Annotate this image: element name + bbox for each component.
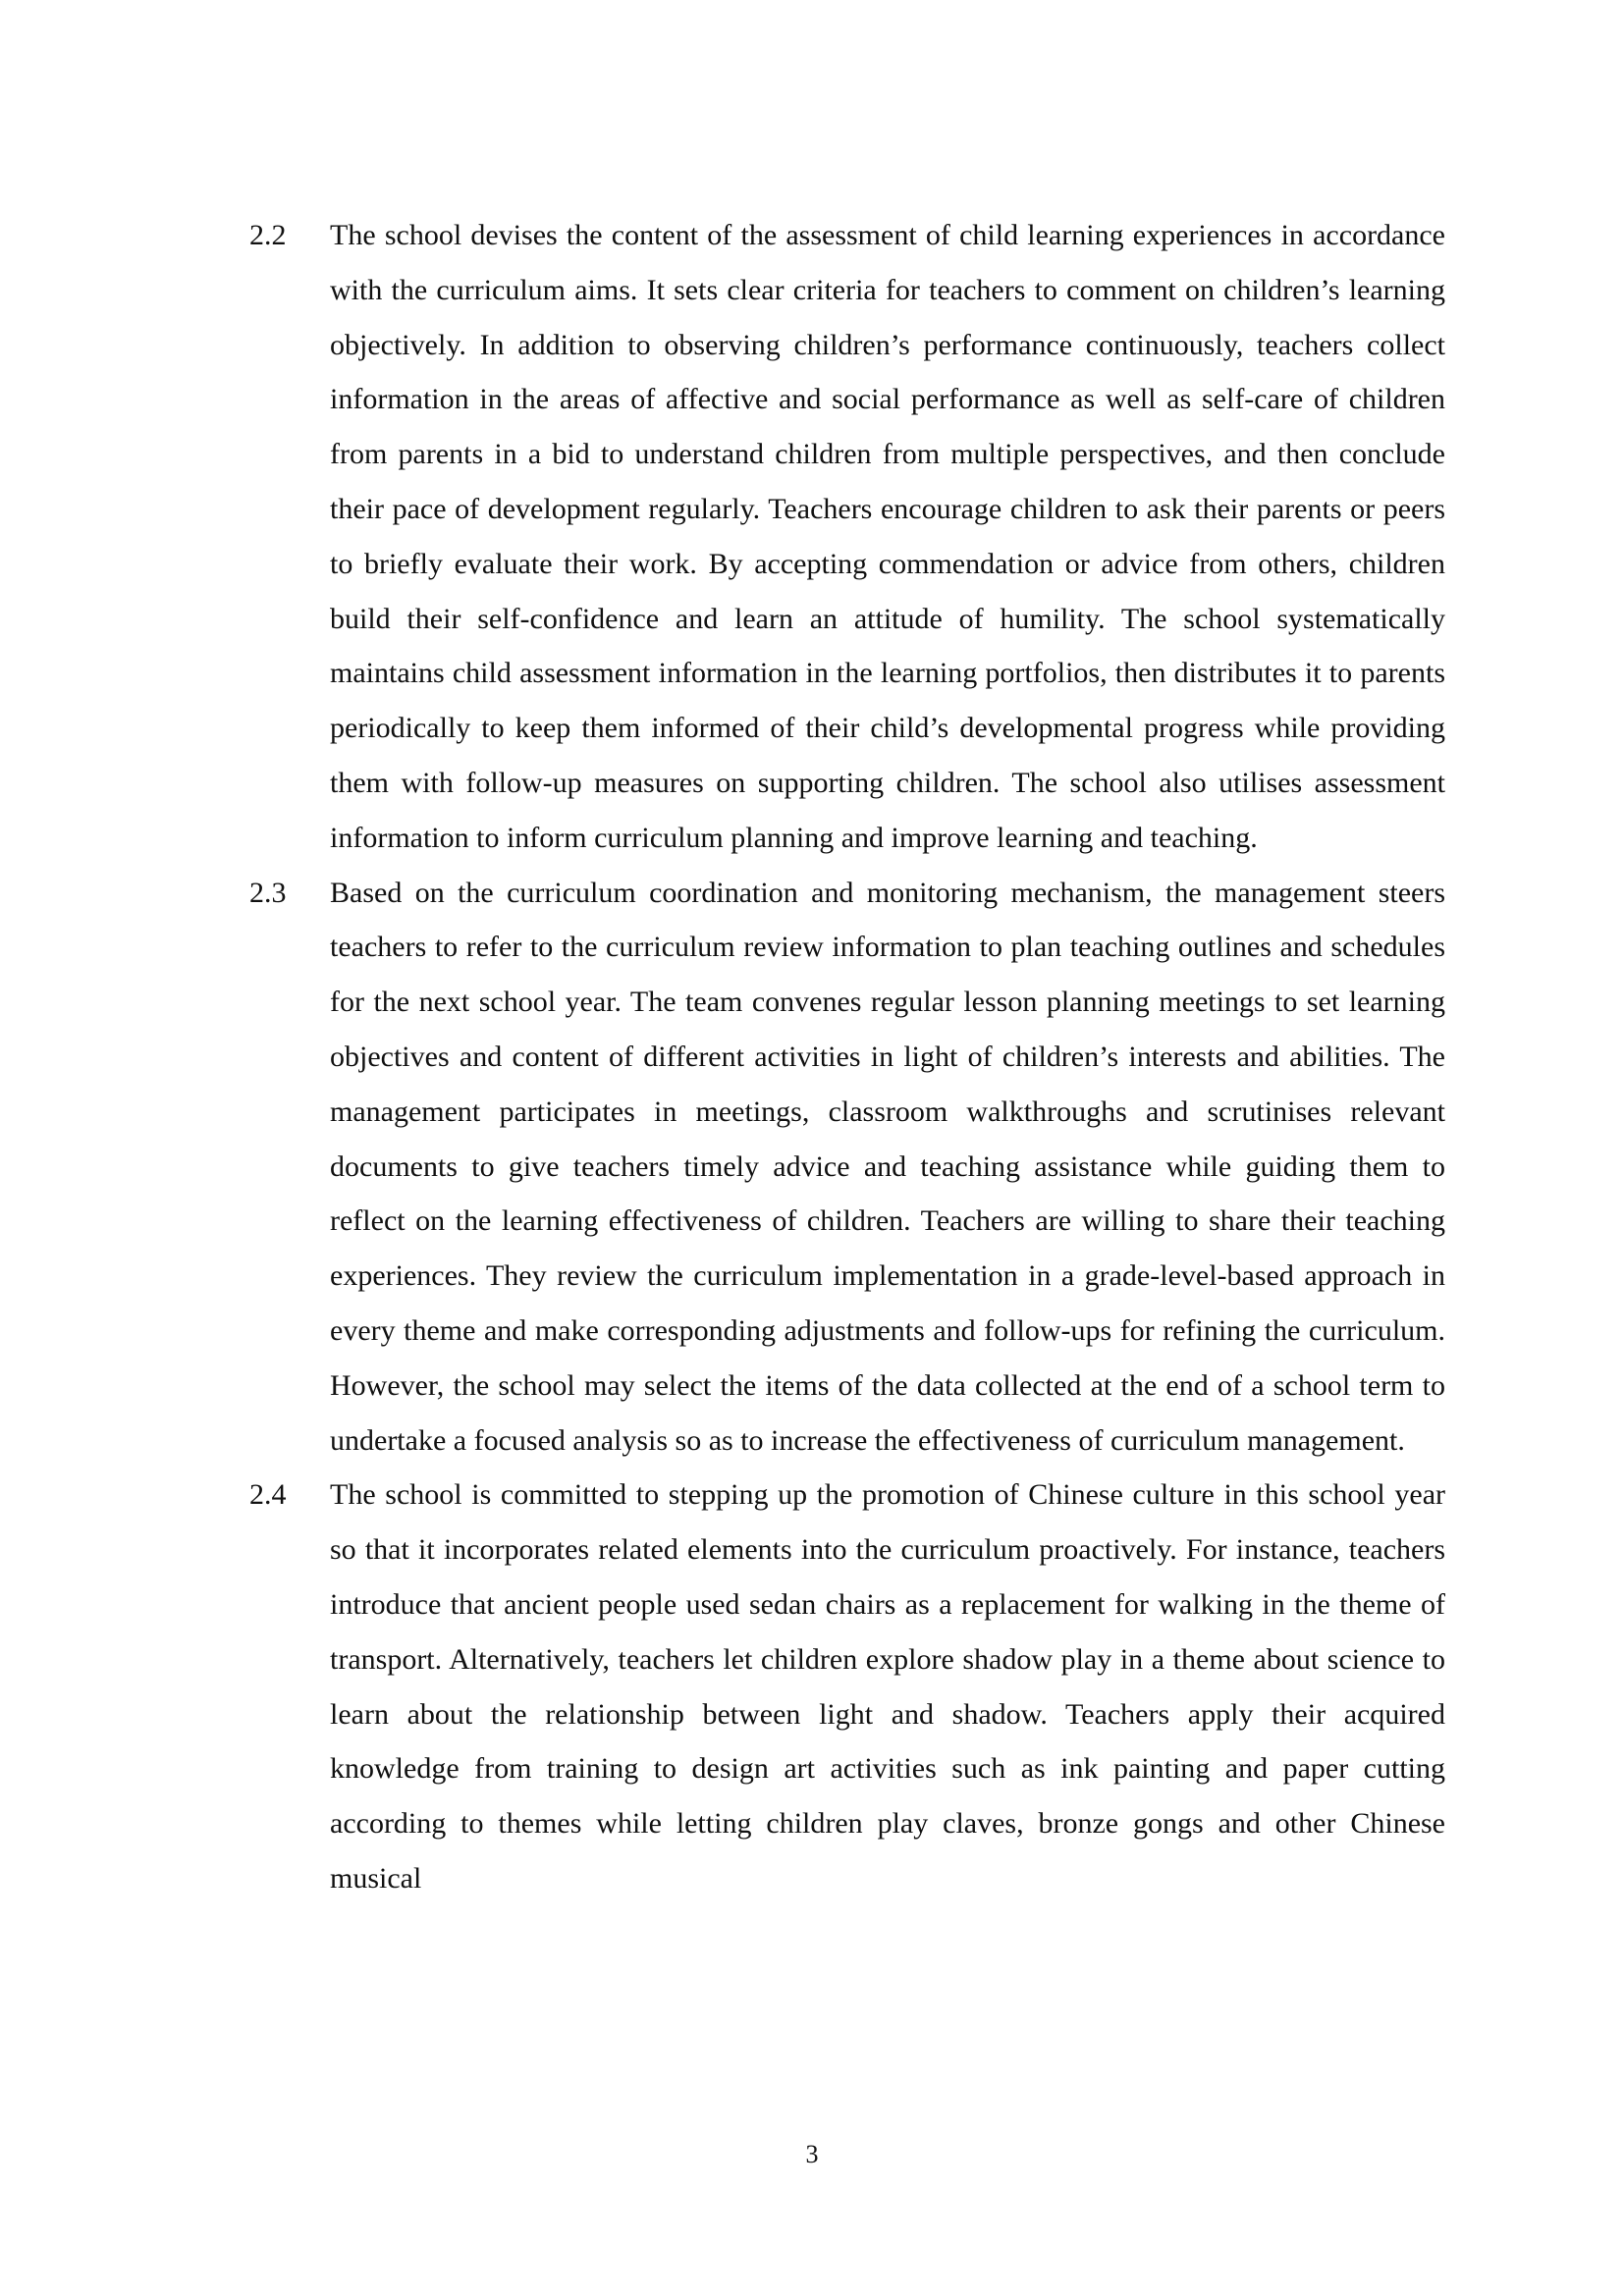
- paragraph-text: The school is committed to stepping up the promotion of Chinese culture in this school year so that it incorporates related elements into the curriculum proactively. For instance, teachers introduce that ancient people used sedan chairs as a replacement for walking in the theme of transport. Alternatively, teachers let children explore shadow play in a theme about science to learn about the relationship between light and shadow. Teachers apply their acquired knowledge from training to design art activities such as ink painting and paper cutting according to themes while letting children play claves, bronze gongs and other Chinese musical: [330, 1478, 1445, 1895]
- paragraph-2-3: [249, 866, 1445, 1468]
- page-number: 3: [805, 2140, 819, 2168]
- paragraph-text: Based on the curriculum coordination and monitoring mechanism, the management steers teachers to refer to the curriculum review information to plan teaching outlines and schedules for the next school year. The team convenes regular lesson planning meetings to set learning objectives and content of different activities in light of children’s interests and abilities. The management participates in meetings, classroom walkthroughs and scrutinises relevant documents to give teachers timely advice and teaching assistance while guiding them to reflect on the learning effectiveness of children. Teachers are willing to share their teaching experiences. They review the curriculum implementation in a grade-level-based approach in every theme and make corresponding adjustments and follow-ups for refining the curriculum. However, the school may select the items of the data collected at the end of a school term to undertake a focused analysis so as to increase the effectiveness of curriculum management.: [330, 876, 1445, 1457]
- paragraph-2-2: [249, 208, 1445, 866]
- paragraph-2-4: [249, 1468, 1445, 1905]
- paragraph-number: 2.4: [249, 1478, 287, 1512]
- paragraph-number: 2.2: [249, 219, 287, 251]
- paragraph-text: The school devises the content of the assessment of child learning experiences in accordance with the curriculum aims. It sets clear criteria for teachers to comment on children’s learning objectively. In addition to observing children’s performance continuously, teachers collect information in the areas of affective and social performance as well as self-care of children from parents in a bid to understand children from multiple perspectives, and then conclude their pace of development regularly. Teachers encourage children to ask their parents or peers to briefly evaluate their work. By accepting commendation or advice from others, children build their self-confidence and learn an attitude of humility. The school systematically maintains child assessment information in the learning portfolios, then distributes it to parents periodically to keep them informed of their child’s developmental progress while providing them with follow-up measures on supporting children. The school also utilises assessment information to inform curriculum planning and improve learning and teaching.: [330, 219, 1445, 854]
- page-body: [249, 208, 1445, 1906]
- paragraph-number: 2.3: [249, 876, 287, 909]
